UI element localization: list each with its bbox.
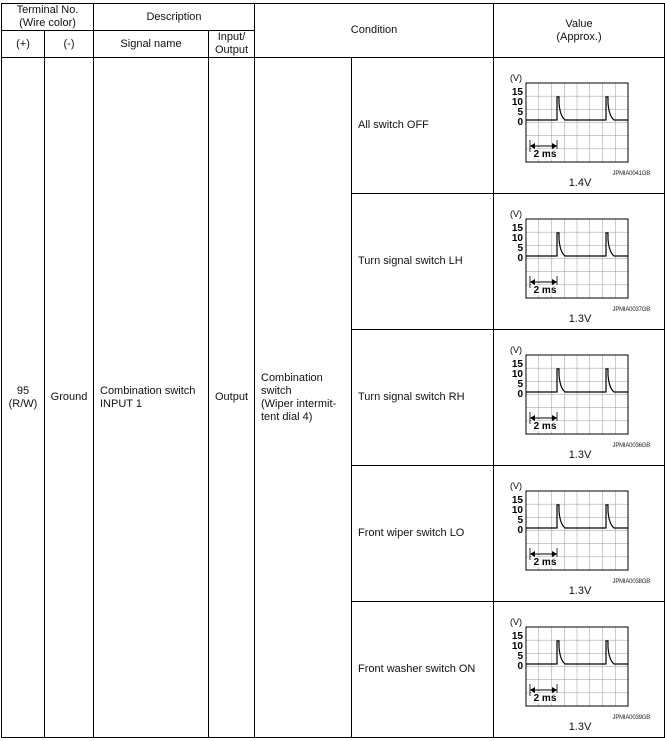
- y-tick-label: 5: [517, 107, 524, 118]
- y-tick-label: 15: [511, 359, 524, 370]
- y-tick-label: 5: [517, 243, 524, 254]
- signal-name-cell: Combination switch INPUT 1: [94, 58, 209, 738]
- time-scale-label: 2 ms: [533, 421, 557, 432]
- waveform-plot: [510, 73, 628, 162]
- y-tick-label: 5: [517, 379, 524, 390]
- condition-group-cell: Combination switch (Wiper intermit- tent dial 4): [255, 58, 352, 738]
- waveform-plot: [510, 209, 628, 298]
- y-tick-label: 0: [517, 389, 524, 400]
- y-tick-label: 15: [511, 495, 524, 506]
- header-minus: (-): [45, 31, 94, 58]
- condition-cell: Turn signal switch LH: [352, 194, 494, 330]
- condition-cell: All switch OFF: [352, 58, 494, 194]
- y-tick-label: 10: [511, 505, 524, 516]
- approx-value: 1.4V: [568, 177, 592, 189]
- y-tick-label: 0: [517, 525, 524, 536]
- unit-label: (V): [510, 209, 523, 219]
- y-tick-label: 15: [511, 631, 524, 642]
- header-condition: Condition: [255, 4, 494, 58]
- value-cell: [494, 58, 665, 194]
- figure-code: JPMIA0037GB: [612, 307, 651, 313]
- value-cell: [494, 194, 665, 330]
- y-tick-label: 0: [517, 253, 524, 264]
- approx-value: 1.3V: [568, 585, 592, 597]
- waveform-plot: [510, 617, 628, 706]
- waveform-plot: [510, 481, 628, 570]
- header-signal-name: Signal name: [94, 31, 209, 58]
- approx-value: 1.3V: [568, 449, 592, 461]
- value-cell: [494, 466, 665, 602]
- terminal-minus-cell: Ground: [45, 58, 94, 738]
- terminal-spec-table: [1, 3, 665, 738]
- header-value: Value (Approx.): [494, 4, 665, 58]
- condition-cell: Turn signal switch RH: [352, 330, 494, 466]
- time-scale-label: 2 ms: [533, 149, 557, 160]
- input-output-cell: Output: [209, 58, 255, 738]
- unit-label: (V): [510, 481, 523, 491]
- header-plus: (+): [2, 31, 45, 58]
- waveform-figure: [494, 58, 665, 193]
- time-scale-label: 2 ms: [533, 693, 557, 704]
- waveform-figure: [494, 330, 665, 465]
- approx-value: 1.3V: [568, 313, 592, 325]
- unit-label: (V): [510, 617, 523, 627]
- value-cell: [494, 330, 665, 466]
- y-tick-label: 10: [511, 97, 524, 108]
- figure-code: JPMIA0039GB: [612, 715, 651, 721]
- y-tick-label: 15: [511, 223, 524, 234]
- y-tick-label: 10: [511, 233, 524, 244]
- figure-code: JPMIA0041GB: [612, 171, 651, 177]
- approx-value: 1.3V: [568, 721, 592, 733]
- y-tick-label: 5: [517, 651, 524, 662]
- waveform-plot: [510, 345, 628, 434]
- waveform-figure: [494, 602, 665, 737]
- condition-cell: Front washer switch ON: [352, 602, 494, 738]
- header-terminal-no: Terminal No. (Wire color): [2, 4, 94, 31]
- header-description: Description: [94, 4, 255, 31]
- y-tick-label: 0: [517, 661, 524, 672]
- value-cell: [494, 602, 665, 738]
- unit-label: (V): [510, 345, 523, 355]
- unit-label: (V): [510, 73, 523, 83]
- time-scale-label: 2 ms: [533, 557, 557, 568]
- header-input-output: Input/ Output: [209, 31, 255, 58]
- condition-cell: Front wiper switch LO: [352, 466, 494, 602]
- table-row: [2, 58, 665, 194]
- time-scale-label: 2 ms: [533, 285, 557, 296]
- terminal-plus-cell: 95 (R/W): [2, 58, 45, 738]
- figure-code: JPMIA0038GB: [612, 579, 651, 585]
- y-tick-label: 5: [517, 515, 524, 526]
- waveform-figure: [494, 466, 665, 601]
- y-tick-label: 15: [511, 87, 524, 98]
- figure-code: JPMIA0036GB: [612, 443, 651, 449]
- y-tick-label: 10: [511, 641, 524, 652]
- y-tick-label: 0: [517, 117, 524, 128]
- y-tick-label: 10: [511, 369, 524, 380]
- waveform-figure: [494, 194, 665, 329]
